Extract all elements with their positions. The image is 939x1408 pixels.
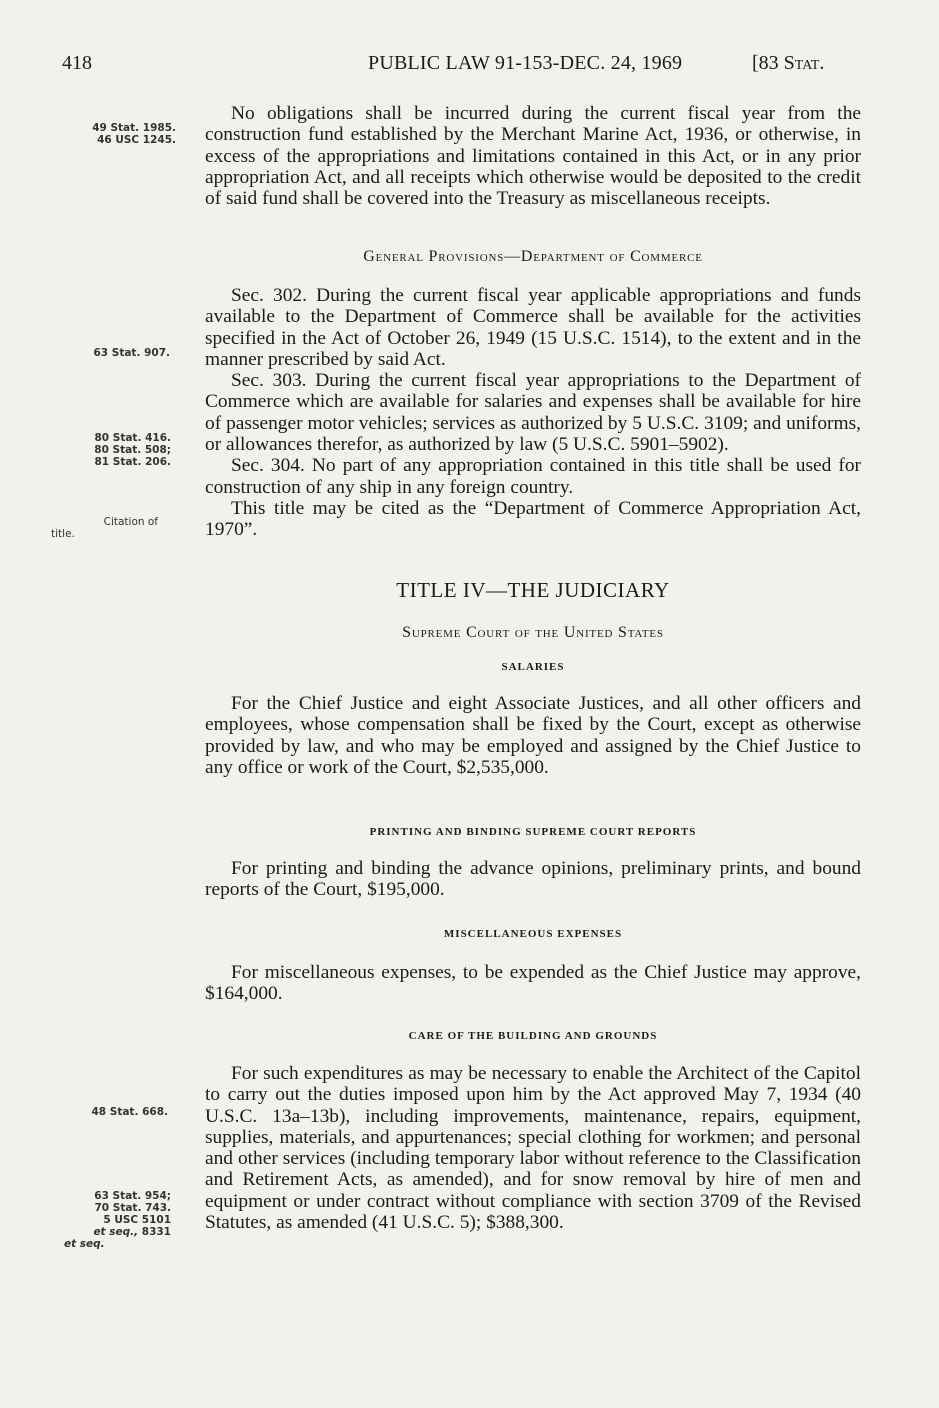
margin-note-merchant-marine — [40, 122, 176, 146]
misc-paragraph: For miscellaneous expenses, to be expended as the Chief Justice may approve, $164,000. — [205, 962, 861, 1005]
care-block — [205, 1063, 861, 1233]
margin-note-48-stat-668 — [40, 1106, 168, 1118]
margin-note-line: 49 Stat. 1985. — [92, 122, 176, 134]
margin-note-line: 48 Stat. 668. — [91, 1106, 168, 1118]
margin-note-80-stat — [40, 432, 171, 468]
citation-paragraph: This title may be cited as the “Department of Commerce Appropriation Act, 1970”. — [205, 497, 861, 541]
intro-block — [205, 103, 861, 209]
care-paragraph: For such expenditures as may be necessary to enable the Architect of the Capitol to carry out the duties imposed upon him by the Act approved May 7, 1934 (40 U.S.C. 13a–13b), including improvements, maintenance, repairs, equipment, supplies, materials, and appurtenances; special clothing for workmen; and personal and other services (including temporary labor without reference to the Classification and Retirement Acts, as amended), and for snow removal by hire of men and equipment or under contract without compliance with section 3709 of the Revised Statutes, as amended (41 U.S.C. 5); $388,300. — [205, 1063, 861, 1234]
sections-block — [205, 285, 861, 541]
salaries-paragraph: For the Chief Justice and eight Associate Justices, and all other officers and employees, whose compensation shall be fixed by the Court, except as otherwise provided by law, and who may be employed and assigned by the Chief Justice to any office or work of the Court, $2,535,000. — [205, 693, 861, 778]
running-header — [0, 52, 939, 84]
care-heading: CARE OF THE BUILDING AND GROUNDS — [408, 1030, 658, 1042]
supreme-court-heading: Supreme Court of the United States — [402, 624, 664, 641]
salaries-heading: SALARIES — [501, 661, 565, 673]
misc-block — [205, 962, 861, 1005]
margin-note-line: 63 Stat. 954; — [94, 1190, 171, 1202]
section-304: Sec. 304. No part of any appropriation contained in this title shall be used for construction of any ship in any foreign country. — [205, 455, 861, 498]
printing-heading: PRINTING AND BINDING SUPREME COURT REPORTS — [369, 826, 697, 838]
margin-note-citation — [40, 516, 191, 540]
header-stat-prefix: [83 — [752, 52, 784, 74]
header-title: PUBLIC LAW 91-153-DEC. 24, 1969 — [368, 52, 683, 74]
margin-note-63-stat-954 — [40, 1190, 171, 1250]
salaries-block — [205, 693, 861, 778]
header-stat — [752, 52, 824, 75]
margin-note-line: 46 USC 1245. — [97, 134, 176, 146]
margin-note-line: 63 Stat. 907. — [93, 347, 170, 359]
margin-note-italic: et seq., — [93, 1226, 139, 1238]
margin-note-line: title. — [51, 528, 75, 540]
general-provisions-heading: General Provisions—Department of Commerce — [363, 248, 703, 265]
margin-note-line: 5 USC 5101 — [103, 1214, 171, 1226]
section-302: Sec. 302. During the current fiscal year applicable appropriations and funds available to the Department of Commerce shall be available for the activities specified in the Act of October 26, 1949 (15 U.S.C. 1514), to the extent and in the manner prescribed by said Act. — [205, 285, 861, 370]
margin-note-line: 81 Stat. 206. — [94, 456, 171, 468]
header-stat-word: Stat. — [783, 52, 825, 74]
margin-note-italic: et seq. — [64, 1238, 105, 1250]
margin-note-line — [40, 1238, 171, 1250]
margin-note-line: 70 Stat. 743. — [94, 1202, 171, 1214]
misc-heading: MISCELLANEOUS EXPENSES — [443, 928, 623, 940]
page-number: 418 — [62, 52, 92, 74]
margin-note-line: Citation of — [103, 516, 158, 528]
title-iv-heading: TITLE IV—THE JUDICIARY — [396, 578, 670, 602]
section-303: Sec. 303. During the current fiscal year appropriations to the Department of Commerce which are available for salaries and expenses shall be available for hire of passenger motor vehicles; services as authorized by 5 U.S.C. 3109; and uniforms, or allowances therefor, as authorized by law (5 U.S.C. 5901–5902). — [205, 370, 861, 456]
margin-note-line: 80 Stat. 508; — [94, 444, 171, 456]
printing-paragraph: For printing and binding the advance opinions, preliminary prints, and bound reports of the Court, $195,000. — [205, 858, 861, 901]
intro-paragraph: No obligations shall be incurred during the current fiscal year from the construction fund established by the Merchant Marine Act, 1936, or otherwise, in excess of the appropriations and limitations contained in this Act, or in any prior appropriation Act, and all receipts which otherwise would be deposited to the credit of said fund shall be covered into the Treasury as miscellaneous receipts. — [205, 103, 861, 210]
margin-note-63-stat-907 — [40, 347, 170, 359]
margin-note-line: 80 Stat. 416. — [94, 432, 171, 444]
margin-note-line — [40, 1226, 171, 1238]
margin-note-rest: 8331 — [138, 1226, 171, 1238]
printing-block — [205, 858, 861, 901]
